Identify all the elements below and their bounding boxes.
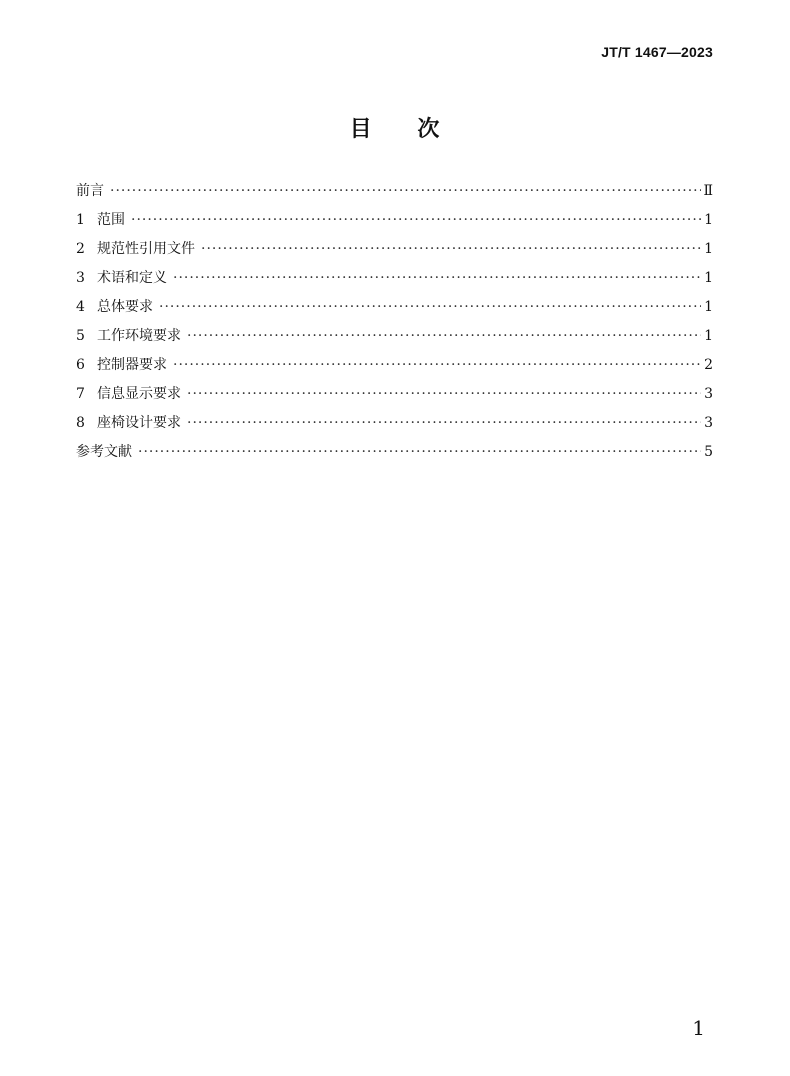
standard-code: JT/T 1467—2023 [601, 44, 713, 60]
toc-entry-number: 3 [76, 270, 85, 286]
toc-entry-page: 1 [704, 270, 713, 286]
toc-entry-general-requirements[interactable] [76, 293, 713, 322]
toc-entry-information-display[interactable] [76, 380, 713, 409]
toc-entry-label: 术语和定义 [97, 270, 167, 286]
toc-entry-normative-references[interactable] [76, 235, 713, 264]
toc-entry-label: 范围 [97, 212, 125, 228]
toc-entry-work-environment[interactable] [76, 322, 713, 351]
toc-entry-number: 1 [76, 212, 85, 228]
toc-entry-number: 6 [76, 357, 85, 373]
toc-dot-leader [159, 293, 701, 322]
toc-entry-number: 8 [76, 415, 85, 431]
toc-entry-controller[interactable] [76, 351, 713, 380]
toc-entry-bibliography[interactable] [76, 438, 713, 467]
toc-dot-leader [173, 264, 701, 293]
toc-entry-number: 2 [76, 241, 85, 257]
toc-dot-leader [110, 177, 701, 206]
toc-entry-label: 工作环境要求 [97, 328, 181, 344]
toc-entry-scope[interactable] [76, 206, 713, 235]
toc-entry-label: 座椅设计要求 [97, 415, 181, 431]
toc-title: 目 次 [349, 117, 441, 142]
toc-entry-page: 1 [704, 328, 713, 344]
toc-dot-leader [131, 206, 701, 235]
toc-entry-label: 控制器要求 [97, 357, 167, 373]
toc-entry-page: 5 [704, 444, 713, 460]
toc-entry-page: 3 [704, 415, 713, 431]
page-number: 1 [692, 1016, 705, 1040]
toc-entry-page: 2 [704, 357, 713, 373]
toc-entry-label: 规范性引用文件 [97, 241, 195, 257]
toc-dot-leader [187, 380, 701, 409]
toc-dot-leader [187, 409, 701, 438]
toc-entry-page: Ⅱ [703, 183, 713, 199]
toc-entry-label: 前言 [76, 183, 104, 199]
toc-entry-label: 总体要求 [97, 299, 153, 315]
toc-entry-page: 1 [704, 212, 713, 228]
table-of-contents [76, 177, 713, 467]
toc-entry-label: 参考文献 [76, 444, 132, 460]
toc-entry-foreword[interactable] [76, 177, 713, 206]
toc-entry-page: 1 [704, 299, 713, 315]
toc-entry-terms-definitions[interactable] [76, 264, 713, 293]
toc-entry-page: 3 [704, 386, 713, 402]
toc-entry-number: 4 [76, 299, 85, 315]
toc-entry-seat-design[interactable] [76, 409, 713, 438]
toc-entry-label: 信息显示要求 [97, 386, 181, 402]
toc-dot-leader [201, 235, 701, 264]
toc-dot-leader [187, 322, 701, 351]
toc-entry-page: 1 [704, 241, 713, 257]
toc-entry-number: 7 [76, 386, 85, 402]
toc-dot-leader [173, 351, 701, 380]
toc-entry-number: 5 [76, 328, 85, 344]
toc-dot-leader [138, 438, 701, 467]
